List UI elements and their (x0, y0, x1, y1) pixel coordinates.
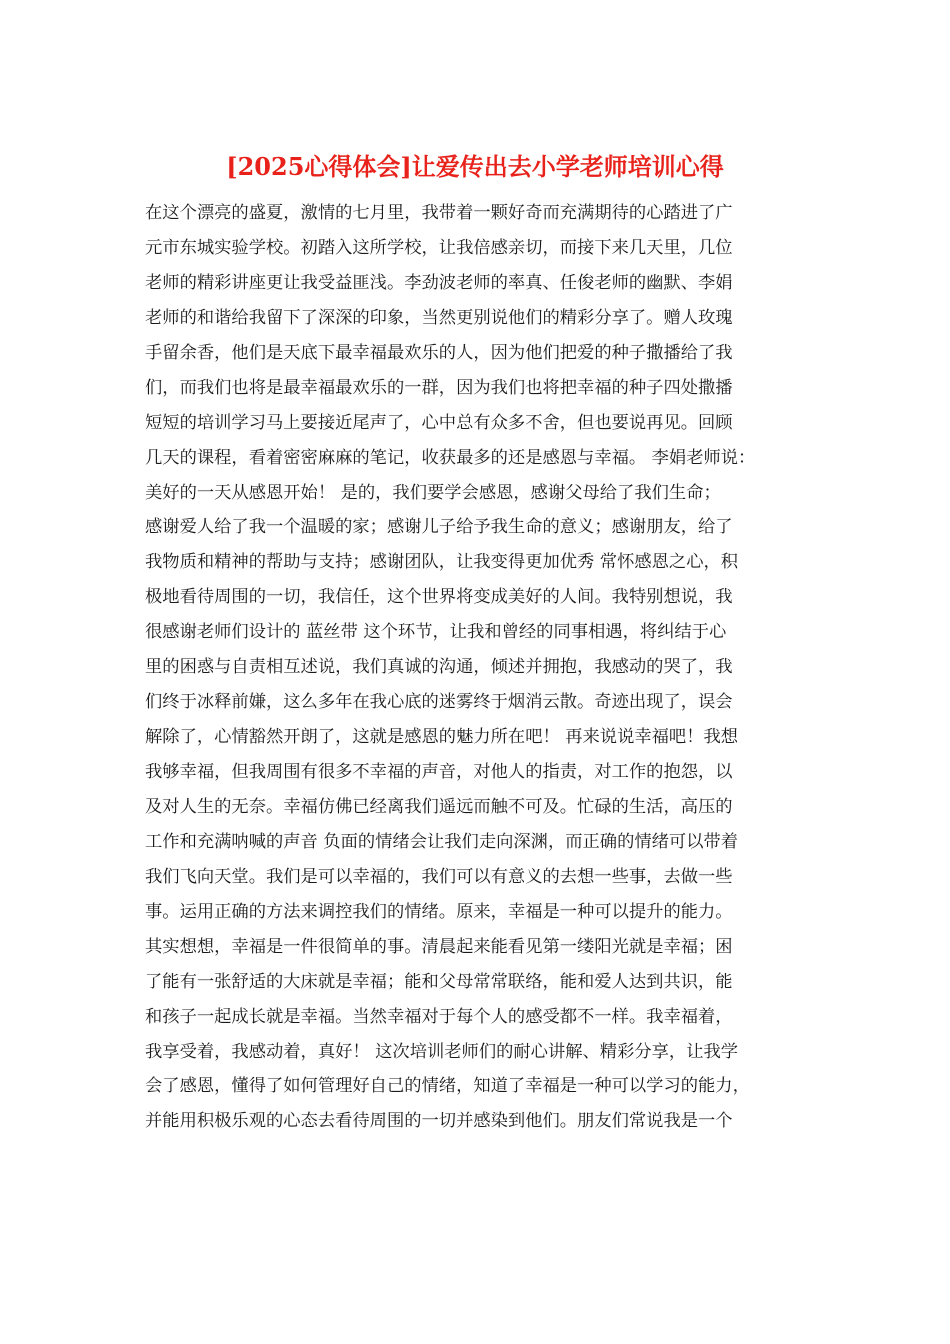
body-line: 在这个漂亮的盛夏，激情的七月里，我带着一颗好奇而充满期待的心踏进了广 (145, 203, 733, 223)
body-line: 元市东城实验学校。初踏入这所学校，让我倍感亲切，而接下来几天里，几位 (145, 237, 733, 258)
body-line: 美好的一天从感恩开始！ 是的，我们要学会感恩，感谢父母给了我们生命； (145, 482, 721, 503)
document-body (145, 196, 825, 1139)
body-line: 手留余香，他们是天底下最幸福最欢乐的人，因为他们把爱的种子撒播给了我 (145, 342, 733, 363)
body-line: 几天的课程，看着密密麻麻的笔记，收获最多的还是感恩与幸福。 李娟老师说： (145, 447, 756, 468)
body-line: 并能用积极乐观的心态去看待周围的一切并感染到他们。朋友们常说我是一个 (145, 1111, 733, 1132)
body-line: 工作和充满呐喊的声音 负面的情绪会让我们走向深渊，而正确的情绪可以带着 (145, 831, 739, 852)
body-line: 我够幸福，但我周围有很多不幸福的声音，对他人的指责，对工作的抱怨，以 (145, 762, 733, 782)
body-line: 了能有一张舒适的大床就是幸福；能和父母常常联络，能和爱人达到共识，能 (145, 971, 733, 992)
body-line: 我们飞向天堂。我们是可以幸福的，我们可以有意义的去想一些事，去做一些 (145, 866, 733, 887)
body-line: 们，而我们也将是最幸福最欢乐的一群，因为我们也将把幸福的种子四处撒播 (145, 377, 733, 398)
body-line: 我享受着，我感动着，真好！ 这次培训老师们的耐心讲解、精彩分享，让我学 (145, 1041, 739, 1062)
body-line: 感谢爱人给了我一个温暖的家；感谢儿子给予我生命的意义；感谢朋友，给了 (145, 517, 733, 538)
body-line: 里的困惑与自责相互述说，我们真诚的沟通，倾述并拥抱，我感动的哭了，我 (145, 657, 733, 678)
body-line: 我物质和精神的帮助与支持；感谢团队，让我变得更加优秀 常怀感恩之心，积 (145, 552, 739, 573)
document-title: [2025心得体会]让爱传出去小学老师培训心得 (226, 152, 724, 181)
body-line: 极地看待周围的一切，我信任，这个世界将变成美好的人间。我特别想说，我 (145, 587, 733, 608)
body-line: 老师的精彩讲座更让我受益匪浅。李劲波老师的率真、任俊老师的幽默、李娟 (145, 272, 733, 293)
body-line: 们终于冰释前嫌，这么多年在我心底的迷雾终于烟消云散。奇迹出现了，误会 (145, 692, 733, 713)
body-line: 很感谢老师们设计的 蓝丝带 这个环节，让我和曾经的同事相遇，将纠结于心 (145, 622, 727, 643)
body-line: 其实想想，幸福是一件很简单的事。清晨起来能看见第一缕阳光就是幸福；困 (145, 936, 733, 957)
body-line: 会了感恩，懂得了如何管理好自己的情绪，知道了幸福是一种可以学习的能力， (145, 1076, 750, 1097)
body-line: 短短的培训学习马上要接近尾声了，心中总有众多不舍，但也要说再见。回顾 (145, 412, 733, 433)
body-line: 及对人生的无奈。幸福仿佛已经离我们遥远而触不可及。忙碌的生活，高压的 (145, 796, 733, 817)
body-line: 事。运用正确的方法来调控我们的情绪。原来，幸福是一种可以提升的能力。 (145, 901, 733, 922)
body-line: 和孩子一起成长就是幸福。当然幸福对于每个人的感受都不一样。我幸福着， (145, 1006, 733, 1027)
body-line: 老师的和谐给我留下了深深的印象，当然更别说他们的精彩分享了。赠人玫瑰 (145, 307, 733, 328)
body-line: 解除了，心情豁然开朗了，这就是感恩的魅力所在吧！ 再来说说幸福吧！我想 (145, 727, 739, 748)
